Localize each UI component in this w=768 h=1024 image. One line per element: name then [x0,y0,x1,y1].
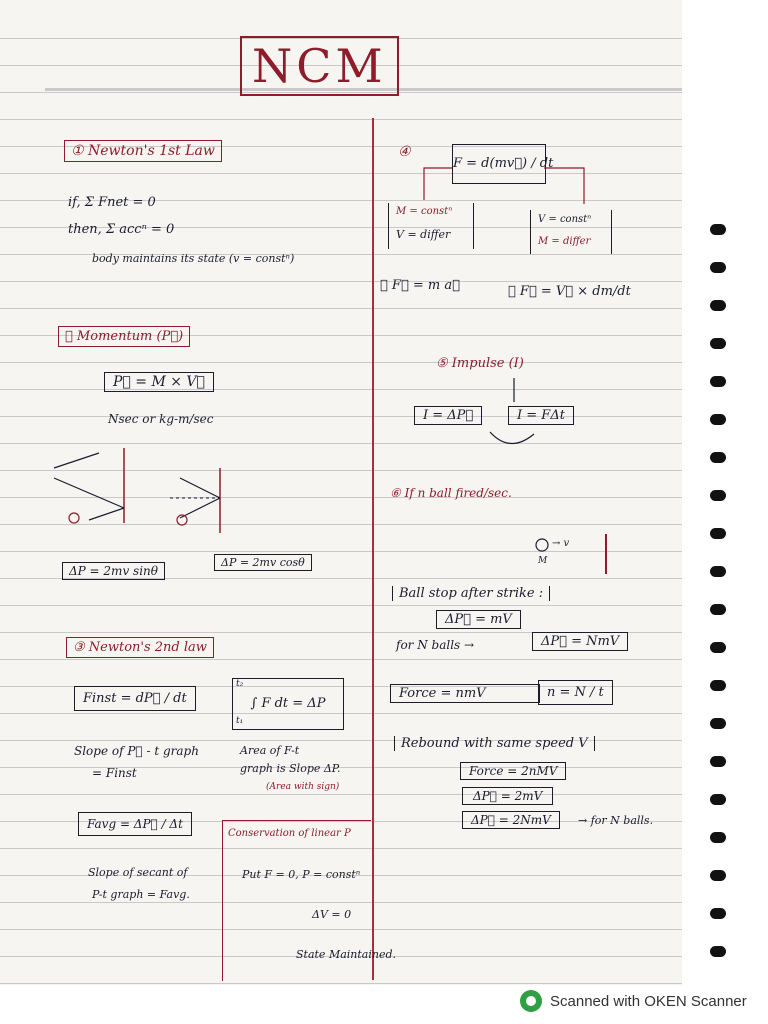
s3-note1a: Slope of P⃗ - t graph [74,744,199,758]
s5-impulse1: I = ΔP⃗ [414,406,482,425]
spiral-ring [710,414,726,425]
s6-dp1: ΔP⃗ = mV [436,610,521,629]
s4-case1-b: V = differ [396,228,451,241]
spiral-ring [710,718,726,729]
s6-force-rebound: Force = 2nMV [460,762,566,780]
spiral-ring [710,756,726,767]
s4-case2-a: V = constⁿ [538,214,592,225]
spiral-ring [710,262,726,273]
s4-formula: F = d(mv⃗) / dt [452,144,546,184]
s2-heading: ② Momentum (P⃗) [58,326,190,347]
scanner-watermark [520,990,747,1012]
s3-note2c: (Area with sign) [266,782,340,792]
s5-heading: ⑤ Impulse (I) [436,356,524,371]
ball-wall-sketch [530,534,620,574]
page-title: NCM [240,36,399,96]
collision-sketch-2 [160,468,250,538]
s5-arrows [480,376,550,456]
s4-case1-a: M = constⁿ [396,206,453,217]
spiral-ring [710,338,726,349]
s3-formula-finst: Finst = dP⃗ / dt [74,686,196,711]
s2-case2: ΔP = 2mv cosθ [214,554,312,571]
s6-dpN: ΔP⃗ = NmV [532,632,628,651]
s1-line1: if, Σ Fnet = 0 [68,195,156,210]
s3-formula-favg: Favg = ΔP⃗ / Δt [78,812,192,836]
s3-conservation-2: ΔV = 0 [312,908,352,921]
spiral-ring [710,794,726,805]
s3-formula-integral: ∫ F dt = ΔP [232,678,344,730]
s6-dp2: ΔP⃗ = 2mV [462,787,553,805]
spiral-ring [710,832,726,843]
spiral-ring [710,870,726,881]
spiral-ring [710,604,726,615]
spiral-ring [710,946,726,957]
s4-case2-b: M = differ [538,236,591,247]
s1-heading: ① Newton's 1st Law [64,140,222,162]
s6-ball-stop: Ball stop after strike : [392,586,550,601]
s6-rebound: Rebound with same speed V [394,736,595,751]
s3-heading: ③ Newton's 2nd law [66,637,214,658]
spiral-ring [710,376,726,387]
spiral-ring [710,908,726,919]
spiral-ring [710,224,726,235]
s2-formula: P⃗ = M × V⃗ [104,372,214,392]
spiral-ring [710,528,726,539]
s3-note2a: Area of F-t [240,744,300,757]
spiral-ring [710,642,726,653]
s6-ball-mass: M [538,556,548,566]
s1-line3: body maintains its state (v = constⁿ) [92,252,295,265]
spiral-ring [710,490,726,501]
scanner-logo-icon [520,990,542,1012]
s6-n: n = N / t [538,680,613,705]
s6-for-n: for N balls → [396,638,475,652]
spiral-ring [710,300,726,311]
s3-conservation-1: Put F = 0, P = constⁿ [242,868,361,881]
s1-line2: then, Σ accⁿ = 0 [68,222,175,237]
s3-conservation-3: State Maintained. [296,948,396,961]
s5-impulse2: I = FΔt [508,406,574,425]
s6-for-n-balls: → for N balls. [578,814,654,827]
spiral-ring [710,452,726,463]
s6-ball-velocity: → v [552,538,570,549]
spiral-ring [710,680,726,691]
s6-heading: ⑥ If n ball fired/sec. [390,486,512,500]
s3-limit-t2: t₂ [236,679,244,689]
s3-limit-t1: t₁ [236,716,244,726]
center-margin-line [372,118,374,980]
s3-note2b: graph is Slope ΔP. [240,762,341,775]
s4-number: ④ [398,144,411,160]
s4-result2: ★ F⃗ = V⃗ × dm/dt [508,284,631,299]
s2-case1: ΔP = 2mv sinθ [62,562,165,580]
s4-result1: ★ F⃗ = m a⃗ [380,278,460,293]
scanner-watermark-text: Scanned with OKEN Scanner [550,992,747,1010]
s2-unit: Nsec or kg-m/sec [108,412,214,426]
spiral-ring [710,566,726,577]
s3-note3a: Slope of secant of [88,866,188,879]
s3-note1b: = Finst [92,766,137,780]
s3-note3b: P-t graph = Favg. [92,888,190,901]
s6-force: Force = nmV [390,684,540,703]
s3-conservation-title: Conservation of linear P [228,828,351,839]
s6-dp3: ΔP⃗ = 2NmV [462,811,560,829]
